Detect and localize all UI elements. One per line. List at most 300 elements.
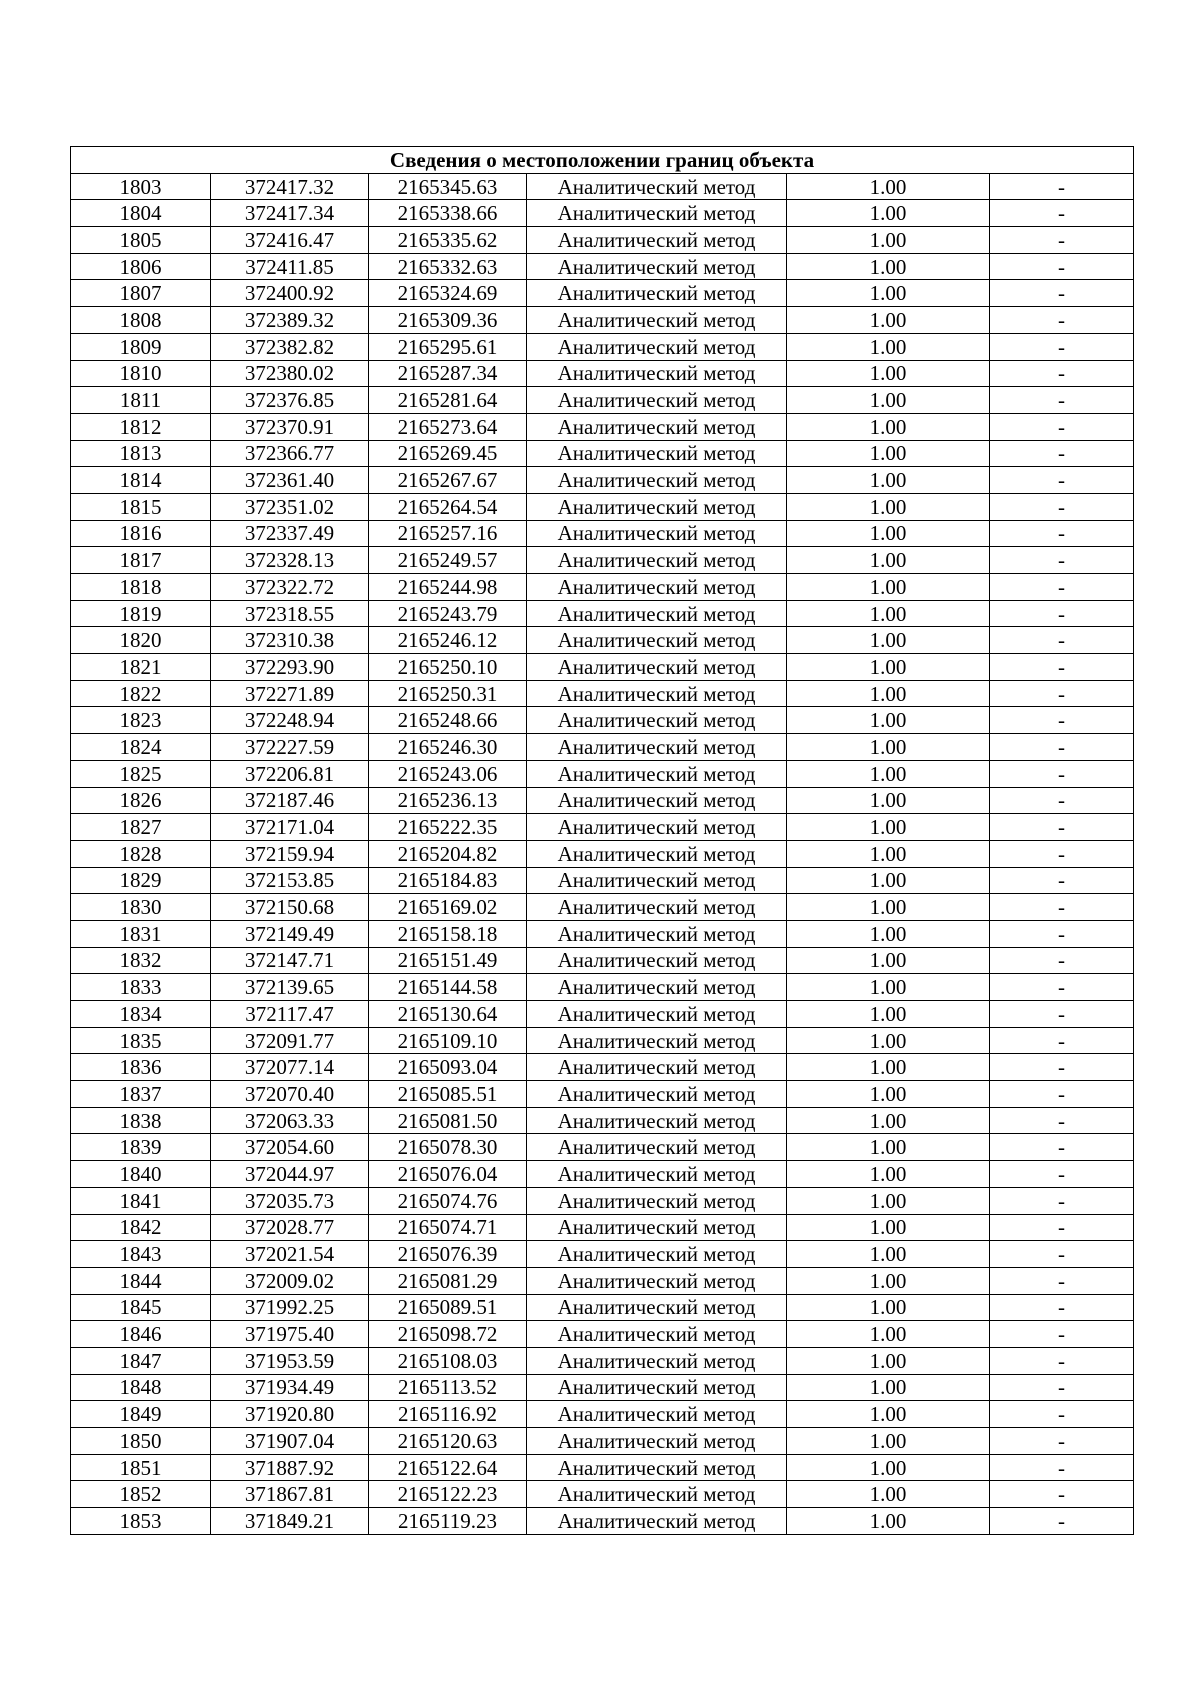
method-cell: Аналитический метод xyxy=(527,894,787,921)
point-number-cell: 1828 xyxy=(71,840,211,867)
y-coordinate-cell: 2165246.12 xyxy=(369,627,527,654)
method-cell: Аналитический метод xyxy=(527,387,787,414)
accuracy-cell: 1.00 xyxy=(787,1187,990,1214)
description-cell: - xyxy=(990,680,1134,707)
x-coordinate-cell: 372380.02 xyxy=(211,360,369,387)
point-number-cell: 1819 xyxy=(71,600,211,627)
point-number-cell: 1838 xyxy=(71,1107,211,1134)
table-row xyxy=(71,840,1134,867)
point-number-cell: 1810 xyxy=(71,360,211,387)
point-number-cell: 1851 xyxy=(71,1454,211,1481)
description-cell: - xyxy=(990,280,1134,307)
point-number-cell: 1807 xyxy=(71,280,211,307)
x-coordinate-cell: 372411.85 xyxy=(211,253,369,280)
method-cell: Аналитический метод xyxy=(527,627,787,654)
y-coordinate-cell: 2165081.29 xyxy=(369,1267,527,1294)
x-coordinate-cell: 371887.92 xyxy=(211,1454,369,1481)
method-cell: Аналитический метод xyxy=(527,1454,787,1481)
accuracy-cell: 1.00 xyxy=(787,440,990,467)
accuracy-cell: 1.00 xyxy=(787,1294,990,1321)
description-cell: - xyxy=(990,200,1134,227)
x-coordinate-cell: 372351.02 xyxy=(211,493,369,520)
point-number-cell: 1815 xyxy=(71,493,211,520)
method-cell: Аналитический метод xyxy=(527,173,787,200)
x-coordinate-cell: 372021.54 xyxy=(211,1241,369,1268)
y-coordinate-cell: 2165264.54 xyxy=(369,493,527,520)
accuracy-cell: 1.00 xyxy=(787,600,990,627)
accuracy-cell: 1.00 xyxy=(787,894,990,921)
accuracy-cell: 1.00 xyxy=(787,1347,990,1374)
method-cell: Аналитический метод xyxy=(527,814,787,841)
description-cell: - xyxy=(990,1214,1134,1241)
table-row xyxy=(71,920,1134,947)
description-cell: - xyxy=(990,1161,1134,1188)
description-cell: - xyxy=(990,1054,1134,1081)
method-cell: Аналитический метод xyxy=(527,413,787,440)
method-cell: Аналитический метод xyxy=(527,840,787,867)
accuracy-cell: 1.00 xyxy=(787,253,990,280)
table-row xyxy=(71,1347,1134,1374)
x-coordinate-cell: 371975.40 xyxy=(211,1321,369,1348)
point-number-cell: 1804 xyxy=(71,200,211,227)
x-coordinate-cell: 372035.73 xyxy=(211,1187,369,1214)
table-row xyxy=(71,1294,1134,1321)
table-row xyxy=(71,1134,1134,1161)
x-coordinate-cell: 372153.85 xyxy=(211,867,369,894)
table-row xyxy=(71,1401,1134,1428)
point-number-cell: 1806 xyxy=(71,253,211,280)
table-row xyxy=(71,1107,1134,1134)
table-row xyxy=(71,1241,1134,1268)
method-cell: Аналитический метод xyxy=(527,227,787,254)
y-coordinate-cell: 2165257.16 xyxy=(369,520,527,547)
table-row xyxy=(71,974,1134,1001)
x-coordinate-cell: 372187.46 xyxy=(211,787,369,814)
x-coordinate-cell: 372389.32 xyxy=(211,307,369,334)
x-coordinate-cell: 372227.59 xyxy=(211,734,369,761)
method-cell: Аналитический метод xyxy=(527,1027,787,1054)
y-coordinate-cell: 2165109.10 xyxy=(369,1027,527,1054)
description-cell: - xyxy=(990,1401,1134,1428)
x-coordinate-cell: 372400.92 xyxy=(211,280,369,307)
method-cell: Аналитический метод xyxy=(527,1321,787,1348)
accuracy-cell: 1.00 xyxy=(787,654,990,681)
method-cell: Аналитический метод xyxy=(527,1214,787,1241)
method-cell: Аналитический метод xyxy=(527,1001,787,1028)
y-coordinate-cell: 2165204.82 xyxy=(369,840,527,867)
table-row xyxy=(71,1161,1134,1188)
description-cell: - xyxy=(990,920,1134,947)
y-coordinate-cell: 2165074.71 xyxy=(369,1214,527,1241)
description-cell: - xyxy=(990,1508,1134,1535)
description-cell: - xyxy=(990,894,1134,921)
method-cell: Аналитический метод xyxy=(527,734,787,761)
x-coordinate-cell: 372091.77 xyxy=(211,1027,369,1054)
x-coordinate-cell: 372366.77 xyxy=(211,440,369,467)
table-row xyxy=(71,1267,1134,1294)
x-coordinate-cell: 371867.81 xyxy=(211,1481,369,1508)
y-coordinate-cell: 2165116.92 xyxy=(369,1401,527,1428)
y-coordinate-cell: 2165248.66 xyxy=(369,707,527,734)
description-cell: - xyxy=(990,760,1134,787)
method-cell: Аналитический метод xyxy=(527,520,787,547)
method-cell: Аналитический метод xyxy=(527,707,787,734)
method-cell: Аналитический метод xyxy=(527,947,787,974)
y-coordinate-cell: 2165144.58 xyxy=(369,974,527,1001)
y-coordinate-cell: 2165295.61 xyxy=(369,333,527,360)
accuracy-cell: 1.00 xyxy=(787,867,990,894)
table-row xyxy=(71,654,1134,681)
table-row xyxy=(71,1454,1134,1481)
description-cell: - xyxy=(990,1027,1134,1054)
accuracy-cell: 1.00 xyxy=(787,413,990,440)
x-coordinate-cell: 371934.49 xyxy=(211,1374,369,1401)
point-number-cell: 1845 xyxy=(71,1294,211,1321)
y-coordinate-cell: 2165098.72 xyxy=(369,1321,527,1348)
accuracy-cell: 1.00 xyxy=(787,734,990,761)
x-coordinate-cell: 372149.49 xyxy=(211,920,369,947)
x-coordinate-cell: 372271.89 xyxy=(211,680,369,707)
table-row xyxy=(71,574,1134,601)
y-coordinate-cell: 2165089.51 xyxy=(369,1294,527,1321)
y-coordinate-cell: 2165119.23 xyxy=(369,1508,527,1535)
y-coordinate-cell: 2165076.39 xyxy=(369,1241,527,1268)
method-cell: Аналитический метод xyxy=(527,1401,787,1428)
y-coordinate-cell: 2165249.57 xyxy=(369,547,527,574)
x-coordinate-cell: 372044.97 xyxy=(211,1161,369,1188)
table-row xyxy=(71,547,1134,574)
table-row xyxy=(71,947,1134,974)
description-cell: - xyxy=(990,1294,1134,1321)
y-coordinate-cell: 2165130.64 xyxy=(369,1001,527,1028)
method-cell: Аналитический метод xyxy=(527,1347,787,1374)
x-coordinate-cell: 372417.34 xyxy=(211,200,369,227)
table-title: Сведения о местоположении границ объекта xyxy=(71,147,1134,174)
method-cell: Аналитический метод xyxy=(527,200,787,227)
point-number-cell: 1850 xyxy=(71,1428,211,1455)
y-coordinate-cell: 2165281.64 xyxy=(369,387,527,414)
method-cell: Аналитический метод xyxy=(527,1081,787,1108)
table-row xyxy=(71,173,1134,200)
point-number-cell: 1844 xyxy=(71,1267,211,1294)
table-row xyxy=(71,1374,1134,1401)
table-row xyxy=(71,1481,1134,1508)
method-cell: Аналитический метод xyxy=(527,1508,787,1535)
accuracy-cell: 1.00 xyxy=(787,307,990,334)
description-cell: - xyxy=(990,654,1134,681)
x-coordinate-cell: 372171.04 xyxy=(211,814,369,841)
x-coordinate-cell: 371992.25 xyxy=(211,1294,369,1321)
accuracy-cell: 1.00 xyxy=(787,787,990,814)
accuracy-cell: 1.00 xyxy=(787,520,990,547)
accuracy-cell: 1.00 xyxy=(787,1508,990,1535)
x-coordinate-cell: 372009.02 xyxy=(211,1267,369,1294)
y-coordinate-cell: 2165113.52 xyxy=(369,1374,527,1401)
description-cell: - xyxy=(990,493,1134,520)
point-number-cell: 1813 xyxy=(71,440,211,467)
table-row xyxy=(71,1027,1134,1054)
x-coordinate-cell: 372376.85 xyxy=(211,387,369,414)
method-cell: Аналитический метод xyxy=(527,307,787,334)
x-coordinate-cell: 372416.47 xyxy=(211,227,369,254)
accuracy-cell: 1.00 xyxy=(787,840,990,867)
accuracy-cell: 1.00 xyxy=(787,1001,990,1028)
accuracy-cell: 1.00 xyxy=(787,173,990,200)
point-number-cell: 1814 xyxy=(71,467,211,494)
accuracy-cell: 1.00 xyxy=(787,574,990,601)
description-cell: - xyxy=(990,787,1134,814)
description-cell: - xyxy=(990,947,1134,974)
y-coordinate-cell: 2165122.23 xyxy=(369,1481,527,1508)
description-cell: - xyxy=(990,867,1134,894)
table-row xyxy=(71,1428,1134,1455)
point-number-cell: 1824 xyxy=(71,734,211,761)
point-number-cell: 1809 xyxy=(71,333,211,360)
x-coordinate-cell: 372417.32 xyxy=(211,173,369,200)
description-cell: - xyxy=(990,1428,1134,1455)
table-row xyxy=(71,333,1134,360)
method-cell: Аналитический метод xyxy=(527,493,787,520)
point-number-cell: 1842 xyxy=(71,1214,211,1241)
method-cell: Аналитический метод xyxy=(527,867,787,894)
point-number-cell: 1811 xyxy=(71,387,211,414)
x-coordinate-cell: 372318.55 xyxy=(211,600,369,627)
table-row xyxy=(71,413,1134,440)
description-cell: - xyxy=(990,333,1134,360)
point-number-cell: 1848 xyxy=(71,1374,211,1401)
accuracy-cell: 1.00 xyxy=(787,547,990,574)
x-coordinate-cell: 372139.65 xyxy=(211,974,369,1001)
point-number-cell: 1846 xyxy=(71,1321,211,1348)
point-number-cell: 1849 xyxy=(71,1401,211,1428)
table-row xyxy=(71,467,1134,494)
x-coordinate-cell: 372159.94 xyxy=(211,840,369,867)
accuracy-cell: 1.00 xyxy=(787,814,990,841)
description-cell: - xyxy=(990,1241,1134,1268)
table-body xyxy=(71,173,1134,1534)
accuracy-cell: 1.00 xyxy=(787,1267,990,1294)
method-cell: Аналитический метод xyxy=(527,333,787,360)
description-cell: - xyxy=(990,413,1134,440)
table-row xyxy=(71,253,1134,280)
accuracy-cell: 1.00 xyxy=(787,1454,990,1481)
accuracy-cell: 1.00 xyxy=(787,333,990,360)
method-cell: Аналитический метод xyxy=(527,360,787,387)
description-cell: - xyxy=(990,734,1134,761)
description-cell: - xyxy=(990,440,1134,467)
x-coordinate-cell: 372063.33 xyxy=(211,1107,369,1134)
table-row xyxy=(71,1001,1134,1028)
point-number-cell: 1823 xyxy=(71,707,211,734)
point-number-cell: 1808 xyxy=(71,307,211,334)
y-coordinate-cell: 2165085.51 xyxy=(369,1081,527,1108)
accuracy-cell: 1.00 xyxy=(787,1134,990,1161)
y-coordinate-cell: 2165081.50 xyxy=(369,1107,527,1134)
table-row xyxy=(71,627,1134,654)
table-row xyxy=(71,867,1134,894)
point-number-cell: 1853 xyxy=(71,1508,211,1535)
point-number-cell: 1840 xyxy=(71,1161,211,1188)
method-cell: Аналитический метод xyxy=(527,1374,787,1401)
accuracy-cell: 1.00 xyxy=(787,1107,990,1134)
x-coordinate-cell: 372150.68 xyxy=(211,894,369,921)
method-cell: Аналитический метод xyxy=(527,574,787,601)
point-number-cell: 1835 xyxy=(71,1027,211,1054)
y-coordinate-cell: 2165335.62 xyxy=(369,227,527,254)
x-coordinate-cell: 372248.94 xyxy=(211,707,369,734)
description-cell: - xyxy=(990,1107,1134,1134)
table-row xyxy=(71,1508,1134,1535)
x-coordinate-cell: 372147.71 xyxy=(211,947,369,974)
method-cell: Аналитический метод xyxy=(527,547,787,574)
point-number-cell: 1836 xyxy=(71,1054,211,1081)
x-coordinate-cell: 372028.77 xyxy=(211,1214,369,1241)
x-coordinate-cell: 372361.40 xyxy=(211,467,369,494)
accuracy-cell: 1.00 xyxy=(787,200,990,227)
method-cell: Аналитический метод xyxy=(527,654,787,681)
description-cell: - xyxy=(990,1481,1134,1508)
x-coordinate-cell: 372310.38 xyxy=(211,627,369,654)
accuracy-cell: 1.00 xyxy=(787,467,990,494)
method-cell: Аналитический метод xyxy=(527,1428,787,1455)
method-cell: Аналитический метод xyxy=(527,1054,787,1081)
point-number-cell: 1805 xyxy=(71,227,211,254)
table-row xyxy=(71,440,1134,467)
description-cell: - xyxy=(990,387,1134,414)
description-cell: - xyxy=(990,1134,1134,1161)
method-cell: Аналитический метод xyxy=(527,1161,787,1188)
point-number-cell: 1826 xyxy=(71,787,211,814)
point-number-cell: 1841 xyxy=(71,1187,211,1214)
x-coordinate-cell: 372382.82 xyxy=(211,333,369,360)
y-coordinate-cell: 2165158.18 xyxy=(369,920,527,947)
x-coordinate-cell: 372328.13 xyxy=(211,547,369,574)
accuracy-cell: 1.00 xyxy=(787,947,990,974)
x-coordinate-cell: 371953.59 xyxy=(211,1347,369,1374)
accuracy-cell: 1.00 xyxy=(787,1054,990,1081)
table-row xyxy=(71,707,1134,734)
description-cell: - xyxy=(990,1081,1134,1108)
point-number-cell: 1818 xyxy=(71,574,211,601)
y-coordinate-cell: 2165151.49 xyxy=(369,947,527,974)
point-number-cell: 1852 xyxy=(71,1481,211,1508)
x-coordinate-cell: 372370.91 xyxy=(211,413,369,440)
table-row xyxy=(71,1214,1134,1241)
accuracy-cell: 1.00 xyxy=(787,1481,990,1508)
description-cell: - xyxy=(990,227,1134,254)
point-number-cell: 1820 xyxy=(71,627,211,654)
y-coordinate-cell: 2165246.30 xyxy=(369,734,527,761)
description-cell: - xyxy=(990,974,1134,1001)
accuracy-cell: 1.00 xyxy=(787,493,990,520)
description-cell: - xyxy=(990,467,1134,494)
description-cell: - xyxy=(990,1001,1134,1028)
description-cell: - xyxy=(990,1374,1134,1401)
description-cell: - xyxy=(990,1187,1134,1214)
method-cell: Аналитический метод xyxy=(527,1267,787,1294)
point-number-cell: 1812 xyxy=(71,413,211,440)
y-coordinate-cell: 2165332.63 xyxy=(369,253,527,280)
y-coordinate-cell: 2165324.69 xyxy=(369,280,527,307)
description-cell: - xyxy=(990,707,1134,734)
accuracy-cell: 1.00 xyxy=(787,1241,990,1268)
x-coordinate-cell: 372077.14 xyxy=(211,1054,369,1081)
method-cell: Аналитический метод xyxy=(527,787,787,814)
method-cell: Аналитический метод xyxy=(527,1107,787,1134)
accuracy-cell: 1.00 xyxy=(787,1081,990,1108)
method-cell: Аналитический метод xyxy=(527,920,787,947)
x-coordinate-cell: 372070.40 xyxy=(211,1081,369,1108)
table-row xyxy=(71,520,1134,547)
x-coordinate-cell: 372337.49 xyxy=(211,520,369,547)
method-cell: Аналитический метод xyxy=(527,1294,787,1321)
accuracy-cell: 1.00 xyxy=(787,1161,990,1188)
accuracy-cell: 1.00 xyxy=(787,1214,990,1241)
y-coordinate-cell: 2165250.31 xyxy=(369,680,527,707)
y-coordinate-cell: 2165222.35 xyxy=(369,814,527,841)
description-cell: - xyxy=(990,1267,1134,1294)
accuracy-cell: 1.00 xyxy=(787,760,990,787)
y-coordinate-cell: 2165120.63 xyxy=(369,1428,527,1455)
accuracy-cell: 1.00 xyxy=(787,1401,990,1428)
point-number-cell: 1847 xyxy=(71,1347,211,1374)
y-coordinate-cell: 2165243.79 xyxy=(369,600,527,627)
description-cell: - xyxy=(990,1454,1134,1481)
x-coordinate-cell: 371920.80 xyxy=(211,1401,369,1428)
description-cell: - xyxy=(990,520,1134,547)
table-row xyxy=(71,814,1134,841)
table-row xyxy=(71,894,1134,921)
table-row xyxy=(71,387,1134,414)
point-number-cell: 1830 xyxy=(71,894,211,921)
boundary-table xyxy=(70,146,1134,1535)
method-cell: Аналитический метод xyxy=(527,760,787,787)
description-cell: - xyxy=(990,574,1134,601)
y-coordinate-cell: 2165236.13 xyxy=(369,787,527,814)
table-row xyxy=(71,1081,1134,1108)
description-cell: - xyxy=(990,253,1134,280)
accuracy-cell: 1.00 xyxy=(787,707,990,734)
y-coordinate-cell: 2165287.34 xyxy=(369,360,527,387)
accuracy-cell: 1.00 xyxy=(787,1428,990,1455)
method-cell: Аналитический метод xyxy=(527,1241,787,1268)
method-cell: Аналитический метод xyxy=(527,680,787,707)
accuracy-cell: 1.00 xyxy=(787,280,990,307)
table-row xyxy=(71,493,1134,520)
description-cell: - xyxy=(990,840,1134,867)
y-coordinate-cell: 2165273.64 xyxy=(369,413,527,440)
x-coordinate-cell: 371907.04 xyxy=(211,1428,369,1455)
y-coordinate-cell: 2165243.06 xyxy=(369,760,527,787)
table-row xyxy=(71,600,1134,627)
description-cell: - xyxy=(990,814,1134,841)
table-row xyxy=(71,307,1134,334)
y-coordinate-cell: 2165250.10 xyxy=(369,654,527,681)
y-coordinate-cell: 2165309.36 xyxy=(369,307,527,334)
point-number-cell: 1843 xyxy=(71,1241,211,1268)
x-coordinate-cell: 372206.81 xyxy=(211,760,369,787)
y-coordinate-cell: 2165074.76 xyxy=(369,1187,527,1214)
point-number-cell: 1821 xyxy=(71,654,211,681)
point-number-cell: 1833 xyxy=(71,974,211,1001)
description-cell: - xyxy=(990,1321,1134,1348)
table-row xyxy=(71,227,1134,254)
point-number-cell: 1822 xyxy=(71,680,211,707)
point-number-cell: 1837 xyxy=(71,1081,211,1108)
method-cell: Аналитический метод xyxy=(527,440,787,467)
point-number-cell: 1831 xyxy=(71,920,211,947)
y-coordinate-cell: 2165093.04 xyxy=(369,1054,527,1081)
